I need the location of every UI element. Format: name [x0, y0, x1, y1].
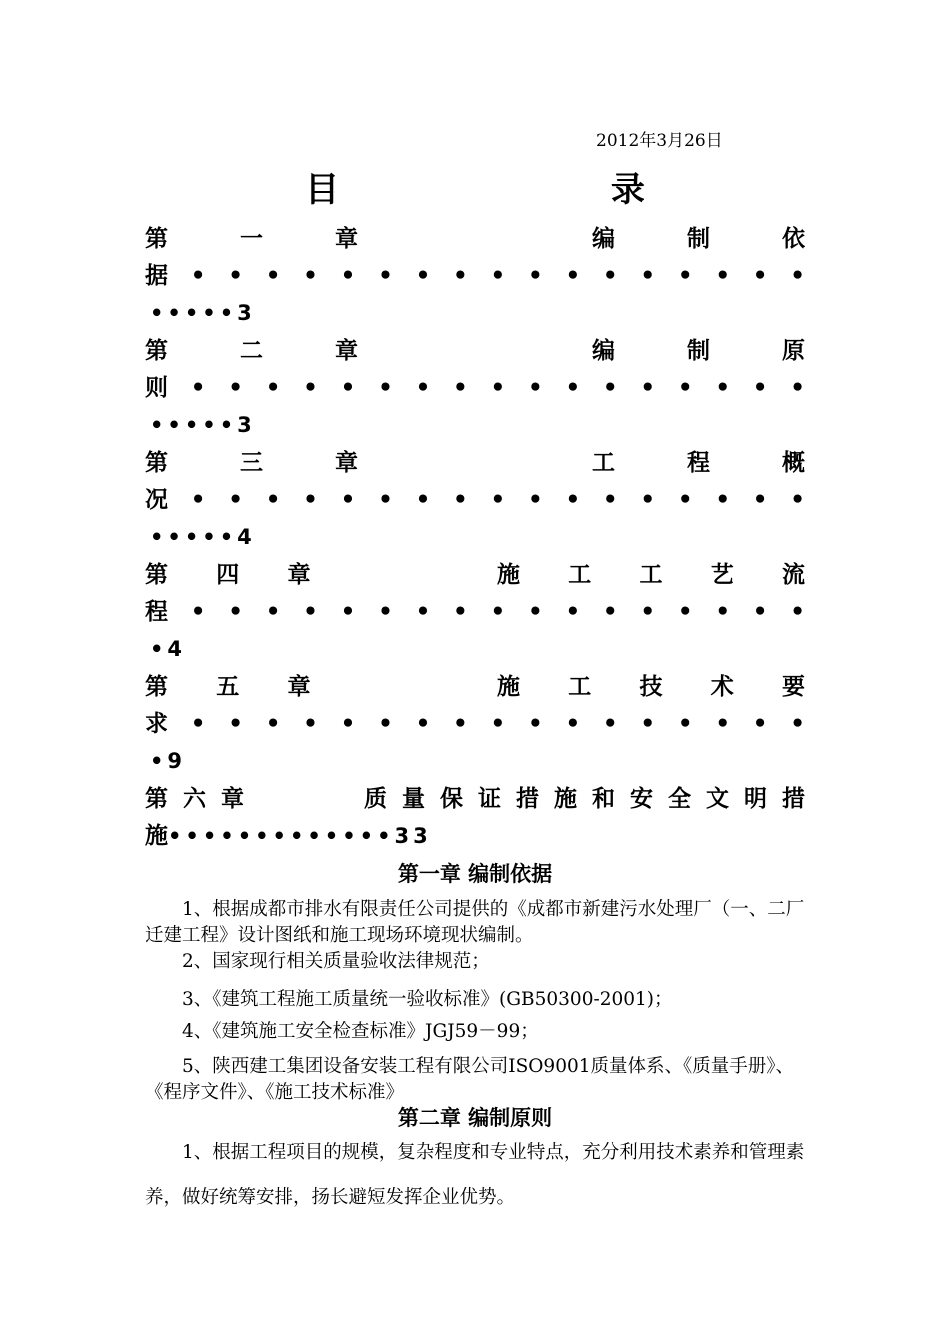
- toc-dot-leader: •: [303, 711, 318, 737]
- toc-dot-leader: •: [340, 375, 356, 401]
- toc-title-char: 据: [145, 263, 168, 289]
- toc-title-char: 工: [592, 450, 615, 476]
- chapter2-item-1: 1、根据工程项目的规模，复杂程度和专业特点，充分利用技术素养和管理素养，做好统筹安排，扬长避短发挥企业优势。: [145, 1142, 805, 1208]
- toc-title-char: 施: [554, 786, 577, 812]
- toc-dot-leader: •: [490, 599, 506, 625]
- toc-dot-leader: •: [490, 711, 506, 737]
- toc-dot-leader: •: [190, 487, 206, 513]
- toc-title-char: 第: [145, 338, 168, 364]
- toc-dot-leader: •: [565, 487, 581, 513]
- chapter2-heading: 第二章 编制原则: [397, 1106, 553, 1130]
- chapter1-item-2: 2、国家现行相关质量验收法律规范；: [182, 951, 490, 972]
- chapter1-item-5: 5、陕西建工集团设备安装工程有限公司ISO9001质量体系、《质量手册》、《程序文件》、《施工技术标准》: [145, 1056, 795, 1103]
- toc-dot-leader: •: [565, 375, 581, 401]
- toc-dot-leader: •: [565, 263, 581, 289]
- toc-title-char: 明: [744, 786, 767, 812]
- toc-dot-leader: •: [228, 263, 243, 289]
- toc-dot-leader: •: [265, 263, 281, 289]
- toc-dot-leader: •: [415, 711, 431, 737]
- toc-title-char: 编: [592, 338, 615, 364]
- toc-dot-leader: •: [677, 487, 693, 513]
- toc-title-char: 章: [335, 226, 358, 252]
- toc-title-char: 四: [216, 562, 240, 588]
- toc-entry-2-leader: [145, 371, 805, 405]
- toc-title-char: [359, 558, 449, 592]
- toc-title-char: 一: [240, 226, 263, 252]
- toc-dot-leader: •: [565, 599, 581, 625]
- toc-dot-leader: •: [228, 375, 243, 401]
- toc-title-char: 章: [287, 674, 311, 700]
- toc-title-char: 术: [710, 674, 734, 700]
- toc-title-char: 施: [497, 562, 520, 588]
- toc-dot-leader: •: [340, 487, 356, 513]
- toc-dot-leader: •: [677, 375, 693, 401]
- toc-dot-leader: •: [640, 263, 656, 289]
- toc-dot-leader: •: [340, 263, 356, 289]
- toc-entry-3-title: [145, 446, 805, 480]
- toc-dot-leader: •: [340, 599, 356, 625]
- toc-title-char: 程: [687, 450, 710, 476]
- toc-dot-leader: •: [415, 599, 431, 625]
- toc-dot-leader: •: [715, 375, 731, 401]
- toc-dot-leader: •: [453, 599, 468, 625]
- toc-title-char: 全: [668, 786, 691, 812]
- toc-title-char: 三: [240, 450, 263, 476]
- toc-entry-6-page: •••••••••••••33: [168, 824, 432, 848]
- toc-dot-leader: •: [490, 263, 506, 289]
- toc-title-char: 章: [335, 338, 358, 364]
- toc-title-char: 艺: [710, 562, 734, 588]
- toc-dot-leader: •: [640, 487, 656, 513]
- toc-title-char: 质: [364, 786, 387, 812]
- chapter1-item-4: 4、《建筑施工安全检查标准》JGJ59－99；: [182, 1021, 539, 1042]
- toc-dot-leader: •: [565, 711, 581, 737]
- toc-dot-leader: •: [790, 263, 805, 289]
- toc-dot-leader: •: [190, 375, 206, 401]
- toc-dot-leader: •: [453, 375, 468, 401]
- toc-dot-leader: •: [715, 599, 731, 625]
- toc-dot-leader: •: [228, 487, 243, 513]
- toc-title-char: 况: [145, 487, 168, 513]
- toc-title-char: 量: [402, 786, 425, 812]
- chapter1-item-1: 1、根据成都市排水有限责任公司提供的《成都市新建污水处理厂（一、二厂迁建工程》设计图纸和施工现场环境现状编制。: [145, 899, 805, 946]
- toc-title-char: 施: [145, 823, 168, 849]
- toc-dot-leader: •: [640, 599, 656, 625]
- toc-title-char: 施: [497, 674, 520, 700]
- toc-entry-1-title: [145, 222, 805, 256]
- toc-dot-leader: •: [640, 711, 656, 737]
- toc-dot-leader: •: [190, 263, 206, 289]
- toc-entry-5-title: [145, 670, 805, 704]
- toc-title-char: [259, 782, 349, 816]
- toc-dot-leader: •: [715, 263, 731, 289]
- toc-entry-2-title: [145, 334, 805, 368]
- toc-dot-leader: •: [752, 263, 768, 289]
- toc-dot-leader: •: [790, 711, 805, 737]
- toc-dot-leader: •: [265, 711, 281, 737]
- toc-title-char: [430, 222, 520, 256]
- toc-dot-leader: •: [265, 375, 281, 401]
- toc-dot-leader: •: [602, 599, 618, 625]
- toc-title-char: 文: [706, 786, 729, 812]
- toc-entry-3-page: •••••4: [150, 525, 256, 549]
- toc-dot-leader: •: [602, 375, 618, 401]
- toc-title-char: 安: [630, 786, 653, 812]
- toc-title-char: 和: [592, 786, 615, 812]
- toc-dot-leader: •: [453, 263, 468, 289]
- toc-dot-leader: •: [453, 487, 468, 513]
- toc-title-char: 第: [145, 226, 168, 252]
- chapter1-heading: 第一章 编制依据: [397, 862, 553, 886]
- toc-dot-leader: •: [527, 599, 543, 625]
- toc-title-char: 章: [221, 786, 244, 812]
- toc-dot-leader: •: [378, 599, 393, 625]
- toc-title-char: 二: [240, 338, 263, 364]
- toc-dot-leader: •: [303, 599, 318, 625]
- toc-title-char: 证: [478, 786, 501, 812]
- toc-entry-1-page: •••••3: [150, 301, 256, 325]
- toc-entry-3-leader: [145, 483, 805, 517]
- toc-dot-leader: •: [303, 375, 318, 401]
- toc-title-char: 原: [782, 338, 805, 364]
- toc-dot-leader: •: [453, 711, 468, 737]
- toc-dot-leader: •: [490, 375, 506, 401]
- toc-title-char: 章: [287, 562, 311, 588]
- toc-title-char: 六: [183, 786, 206, 812]
- toc-title-char: 编: [592, 226, 615, 252]
- toc-dot-leader: •: [790, 487, 805, 513]
- toc-dot-leader: •: [303, 263, 318, 289]
- toc-title-char: 工: [568, 674, 592, 700]
- toc-dot-leader: •: [677, 711, 693, 737]
- toc-dot-leader: •: [790, 375, 805, 401]
- toc-title: 目 录: [305, 170, 775, 210]
- toc-dot-leader: •: [190, 599, 206, 625]
- toc-entry-6-title: [145, 782, 805, 816]
- toc-dot-leader: •: [303, 487, 318, 513]
- toc-dot-leader: •: [677, 263, 693, 289]
- toc-dot-leader: •: [340, 711, 356, 737]
- toc-dot-leader: •: [752, 487, 768, 513]
- toc-entry-4-page: •4: [150, 637, 187, 661]
- toc-dot-leader: •: [602, 487, 618, 513]
- toc-title-char: 技: [639, 674, 663, 700]
- toc-dot-leader: •: [190, 711, 206, 737]
- chapter1-item-3: 3、《建筑工程施工质量统一验收标准》(GB50300-2001)；: [182, 989, 673, 1010]
- toc-title-char: 章: [335, 450, 358, 476]
- toc-title-char: 第: [145, 562, 168, 588]
- toc-dot-leader: •: [527, 487, 543, 513]
- toc-dot-leader: •: [677, 599, 693, 625]
- document-date: 2012年3月26日: [596, 131, 723, 151]
- toc-dot-leader: •: [378, 711, 393, 737]
- toc-dot-leader: •: [752, 711, 768, 737]
- toc-title-char: 措: [516, 786, 539, 812]
- toc-title-char: 五: [216, 674, 240, 700]
- toc-dot-leader: •: [527, 711, 543, 737]
- toc-dot-leader: •: [602, 263, 618, 289]
- toc-title-char: 工: [568, 562, 592, 588]
- toc-title-char: 则: [145, 375, 168, 401]
- toc-dot-leader: •: [640, 375, 656, 401]
- toc-entry-5-page: •9: [150, 749, 187, 773]
- toc-title-char: 要: [782, 674, 805, 700]
- toc-entry-6-leader: [145, 819, 805, 853]
- toc-dot-leader: •: [752, 375, 768, 401]
- toc-title-char: 求: [145, 711, 168, 737]
- toc-title-char: 概: [782, 450, 805, 476]
- toc-dot-leader: •: [265, 599, 281, 625]
- toc-dot-leader: •: [715, 711, 731, 737]
- toc-dot-leader: •: [415, 263, 431, 289]
- toc-title-char: 第: [145, 450, 168, 476]
- toc-title-char: 保: [440, 786, 463, 812]
- toc-dot-leader: •: [527, 375, 543, 401]
- toc-entry-1-leader: [145, 259, 805, 293]
- toc-title-char: 第: [145, 674, 168, 700]
- toc-dot-leader: •: [378, 263, 393, 289]
- toc-dot-leader: •: [415, 487, 431, 513]
- toc-dot-leader: •: [490, 487, 506, 513]
- toc-entry-4-title: [145, 558, 805, 592]
- toc-title-char: 措: [782, 786, 805, 812]
- toc-dot-leader: •: [715, 487, 731, 513]
- toc-dot-leader: •: [378, 487, 393, 513]
- toc-title-char: [430, 446, 520, 480]
- toc-dot-leader: •: [527, 263, 543, 289]
- toc-entry-4-leader: [145, 595, 805, 629]
- toc-title-char: [430, 334, 520, 368]
- toc-title-char: [359, 670, 449, 704]
- toc-dot-leader: •: [602, 711, 618, 737]
- toc-dot-leader: •: [752, 599, 768, 625]
- toc-title-char: 制: [687, 226, 710, 252]
- toc-entry-5-leader: [145, 707, 805, 741]
- toc-title-char: 流: [782, 562, 805, 588]
- toc-dot-leader: •: [790, 599, 805, 625]
- toc-title-char: 工: [639, 562, 663, 588]
- toc-dot-leader: •: [228, 711, 243, 737]
- toc-title-char: 制: [687, 338, 710, 364]
- toc-dot-leader: •: [228, 599, 243, 625]
- toc-dot-leader: •: [265, 487, 281, 513]
- toc-title-char: 程: [145, 599, 168, 625]
- toc-entry-2-page: •••••3: [150, 413, 256, 437]
- toc-title-char: 第: [145, 786, 168, 812]
- toc-title-char: 依: [782, 226, 805, 252]
- toc-dot-leader: •: [378, 375, 393, 401]
- toc-dot-leader: •: [415, 375, 431, 401]
